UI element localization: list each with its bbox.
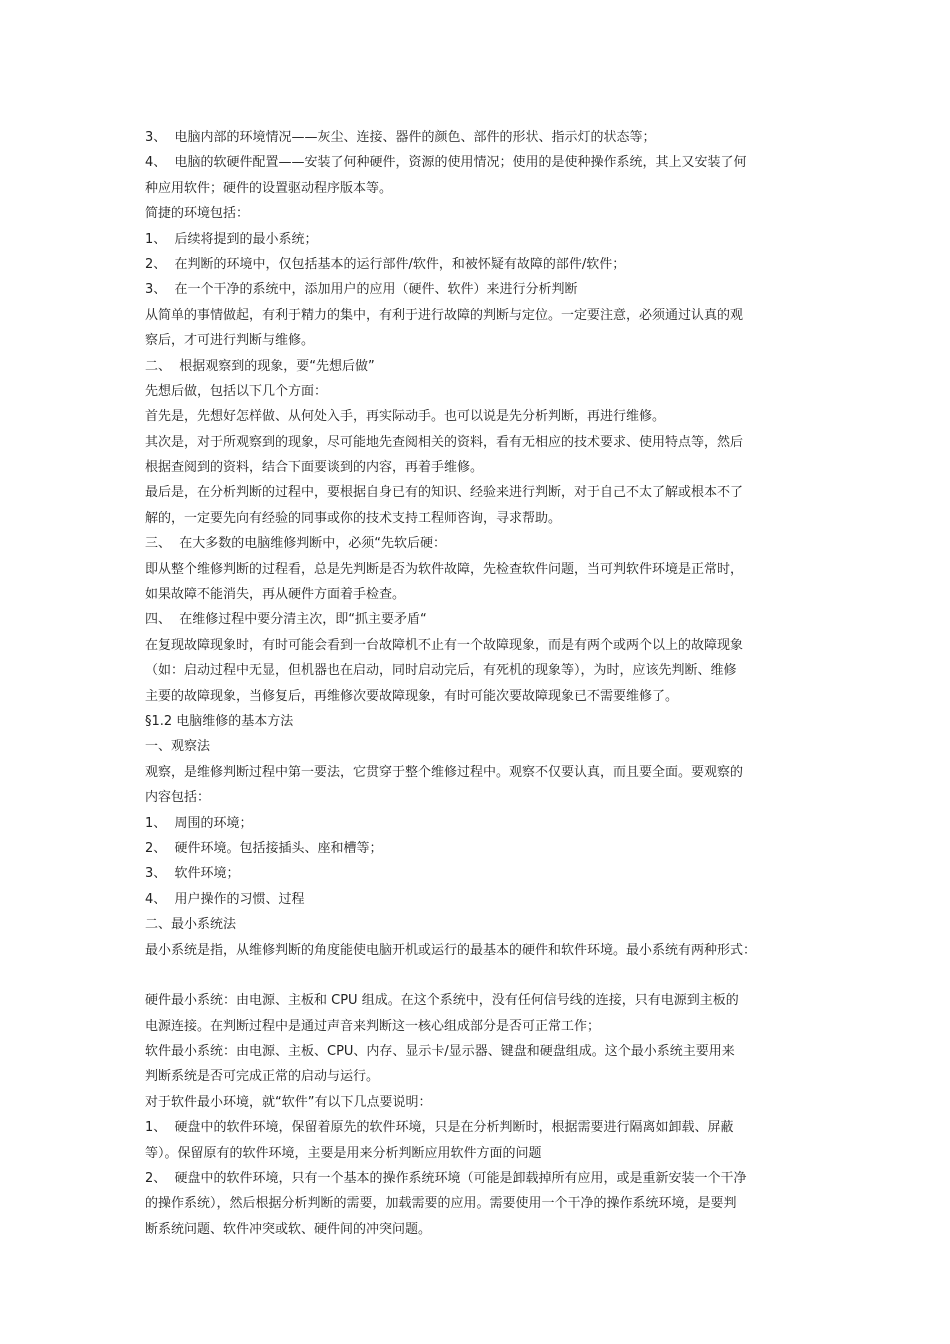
text-line: 观察，是维修判断过程中第一要法，它贯穿于整个维修过程中。观察不仅要认真，而且要全面。要观察的: [145, 764, 744, 780]
text-line: 1、 后续将提到的最小系统；: [145, 231, 318, 247]
text-line: 察后，才可进行判断与维修。: [145, 333, 315, 349]
text-line: 内容包括：: [145, 790, 211, 806]
paragraph: [145, 912, 815, 937]
text-line: 对于软件最小环境，就“软件”有以下几点要说明：: [145, 1094, 432, 1110]
text-line: 最小系统是指，从维修判断的角度能使电脑开机或运行的最基本的硬件和软件环境。最小系统有两种形式：: [145, 942, 757, 958]
text-line: 二、最小系统法: [145, 917, 237, 933]
text-line: 1、 硬盘中的软件环境，保留着原先的软件环境，只是在分析判断时，根据需要进行隔离如卸载、屏蔽: [145, 1120, 734, 1136]
text-line: 2、 在判断的环境中，仅包括基本的运行部件/软件，和被怀疑有故障的部件/软件；: [145, 256, 626, 272]
text-line: 2、 硬盘中的软件环境，只有一个基本的操作系统环境（可能是卸载掉所有应用，或是重新安装一个干净: [145, 1171, 747, 1187]
text-line: 三、 在大多数的电脑维修判断中，必须“先软后硬：: [145, 536, 446, 552]
text-line: 根据查阅到的资料，结合下面要谈到的内容，再着手维修。: [145, 460, 484, 476]
text-line: 解的，一定要先向有经验的同事或你的技术支持工程师咨询，寻求帮助。: [145, 510, 562, 526]
paragraph: [145, 1166, 815, 1242]
text-line: 1、 周围的环境；: [145, 815, 253, 831]
paragraph: [145, 861, 815, 886]
text-line: 3、 电脑内部的环境情况——灰尘、连接、器件的颜色、部件的形状、指示灯的状态等；: [145, 130, 656, 145]
paragraph: [145, 354, 815, 379]
text-line: 先想后做，包括以下几个方面：: [145, 383, 328, 399]
text-line: 首先是，先想好怎样做、从何处入手，再实际动手。也可以说是先分析判断，再进行维修。: [145, 409, 666, 425]
paragraph: [145, 379, 815, 404]
paragraph: [145, 734, 815, 759]
paragraph: [145, 938, 815, 989]
text-line: 一、观察法: [145, 739, 211, 755]
text-line: 的操作系统），然后根据分析判断的需要，加载需要的应用。需要使用一个干净的操作系统环境，是要判: [145, 1196, 737, 1212]
paragraph: [145, 836, 815, 861]
text-line: 其次是，对于所观察到的现象，尽可能地先查阅相关的资料，看有无相应的技术要求、使用特点等，然后: [145, 434, 744, 450]
paragraph: [145, 125, 815, 150]
text-line: 二、 根据观察到的现象，要“先想后做”: [145, 358, 375, 374]
text-line: 等）。保留原有的软件环境，主要是用来分析判断应用软件方面的问题: [145, 1145, 542, 1161]
text-line: 3、 软件环境；: [145, 866, 240, 882]
text-line: 在复现故障现象时，有时可能会看到一台故障机不止有一个故障现象，而是有两个或两个以上的故障现象: [145, 637, 744, 653]
text-line: 四、 在维修过程中要分清主次，即“抓主要矛盾“: [145, 612, 427, 628]
paragraph: [145, 277, 815, 302]
paragraph: [145, 201, 815, 226]
document-body: [145, 125, 815, 1242]
paragraph: [145, 531, 815, 556]
paragraph: [145, 1090, 815, 1115]
text-line: 简捷的环境包括：: [145, 206, 250, 222]
paragraph: [145, 430, 815, 481]
text-line: 4、 用户操作的习惯、过程: [145, 891, 305, 907]
paragraph: [145, 303, 815, 354]
paragraph: [145, 1039, 815, 1090]
text-line: 主要的故障现象，当修复后，再维修次要故障现象，有时可能次要故障现象已不需要维修了。: [145, 688, 679, 704]
text-line: 从简单的事情做起，有利于精力的集中，有利于进行故障的判断与定位。一定要注意，必须通过认真的观: [145, 307, 744, 323]
paragraph: [145, 887, 815, 912]
paragraph: [145, 557, 815, 608]
text-line: 电源连接。在判断过程中是通过声音来判断这一核心组成部分是否可正常工作；: [145, 1018, 601, 1034]
text-line: 2、 硬件环境。包括接插头、座和槽等；: [145, 840, 383, 856]
text-line: 即从整个维修判断的过程看，总是先判断是否为软件故障，先检查软件问题，当可判软件环境是正常时，: [145, 561, 744, 577]
paragraph: [145, 709, 815, 734]
text-line: 如果故障不能消失，再从硬件方面着手检查。: [145, 587, 406, 603]
text-line: 硬件最小系统：由电源、主板和 CPU 组成。在这个系统中，没有任何信号线的连接，只有电源到主板的: [145, 993, 739, 1009]
paragraph: [145, 480, 815, 531]
text-line: 最后是，在分析判断的过程中，要根据自身已有的知识、经验来进行判断，对于自己不太了解或根本不了: [145, 485, 744, 501]
paragraph: [145, 404, 815, 429]
paragraph: [145, 633, 815, 709]
text-line: （如：启动过程中无显，但机器也在启动，同时启动完后，有死机的现象等），为时，应该先判断、维修: [145, 663, 737, 679]
text-line: [145, 963, 815, 988]
paragraph: [145, 607, 815, 632]
paragraph: [145, 988, 815, 1039]
text-line: 4、 电脑的软硬件配置——安装了何种硬件，资源的使用情况；使用的是使种操作系统，其上又安装了何: [145, 155, 747, 171]
text-line: §1.2 电脑维修的基本方法: [145, 713, 294, 729]
paragraph: [145, 760, 815, 811]
text-line: 软件最小系统：由电源、主板、CPU、内存、显示卡/显示器、键盘和硬盘组成。这个最小系统主要用来: [145, 1044, 735, 1060]
paragraph: [145, 227, 815, 252]
paragraph: [145, 811, 815, 836]
paragraph: [145, 252, 815, 277]
text-line: 种应用软件；硬件的设置驱动程序版本等。: [145, 180, 393, 196]
paragraph: [145, 150, 815, 201]
text-line: 断系统问题、软件冲突或软、硬件间的冲突问题。: [145, 1221, 432, 1237]
text-line: 判断系统是否可完成正常的启动与运行。: [145, 1069, 380, 1085]
paragraph: [145, 1115, 815, 1166]
text-line: 3、 在一个干净的系统中，添加用户的应用（硬件、软件）来进行分析判断: [145, 282, 578, 298]
